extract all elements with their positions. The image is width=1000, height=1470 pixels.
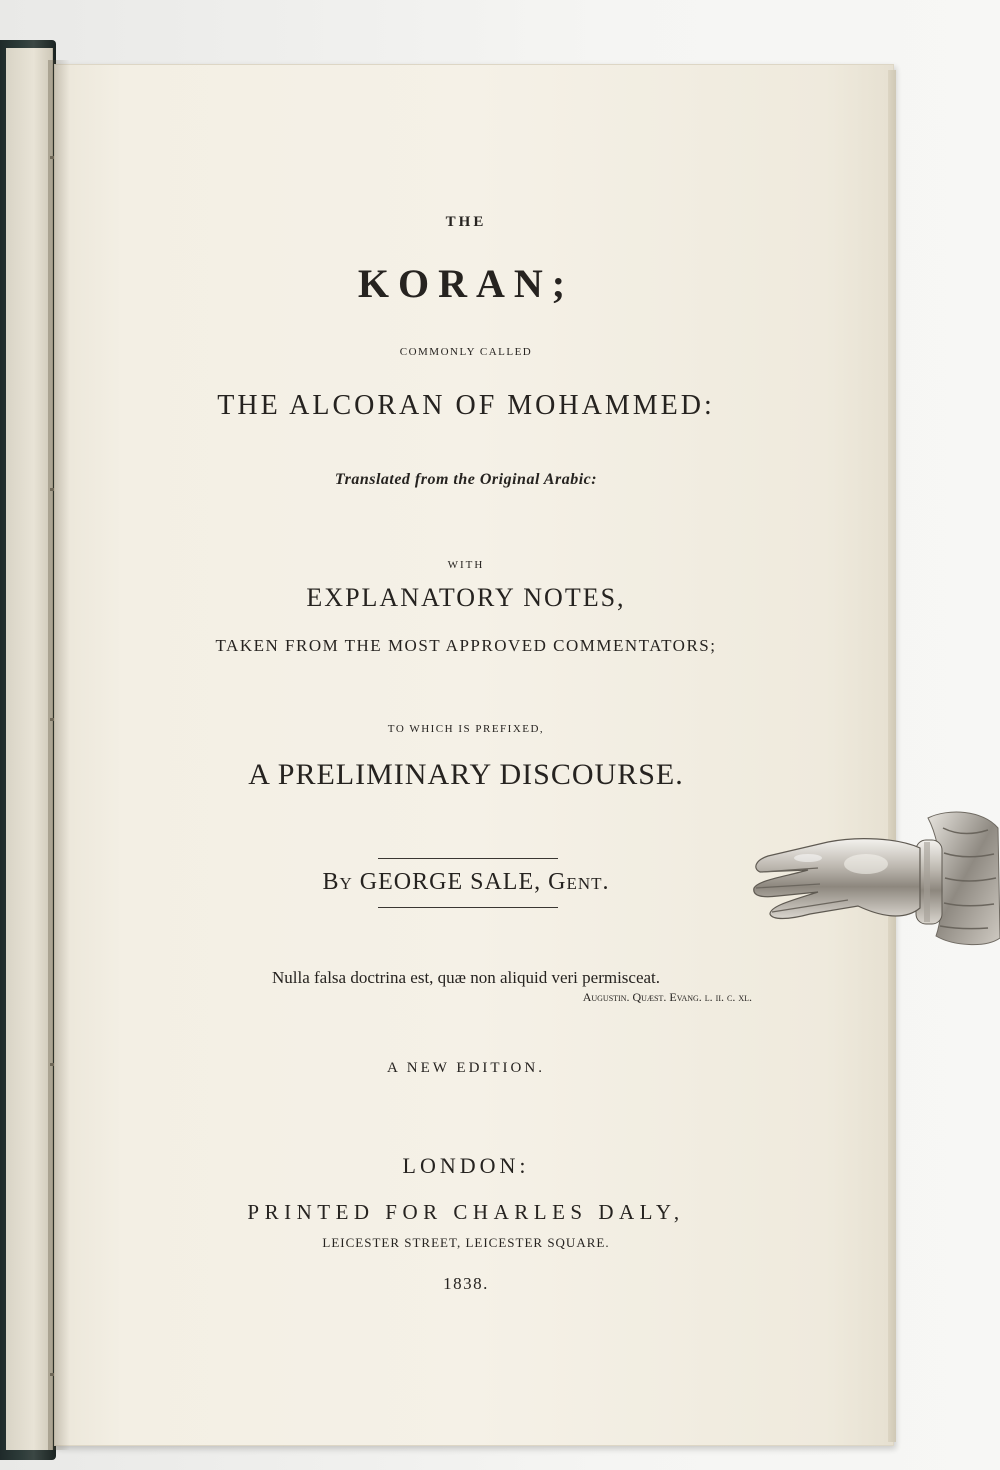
with-label: WITH <box>447 559 485 571</box>
printer-line: PRINTED FOR CHARLES DALY, <box>247 1200 685 1224</box>
address-line: LEICESTER STREET, LEICESTER SQUARE. <box>322 1235 610 1250</box>
translated-line: Translated from the Original Arabic: <box>334 471 598 488</box>
epigraph: Nulla falsa doctrina est, quæ non aliquid veri permisceat. <box>271 968 661 987</box>
year-line: 1838. <box>443 1274 489 1293</box>
place-london: LONDON: <box>402 1153 530 1178</box>
preliminary-discourse: A PRELIMINARY DISCOURSE. <box>248 758 684 791</box>
title-the: THE <box>445 214 487 230</box>
title-alcoran: THE ALCORAN OF MOHAMMED: <box>217 390 715 421</box>
epigraph-source: Augustin. Quæst. Evang. l. ii. c. xl. <box>582 990 752 1004</box>
author-line: By GEORGE SALE, Gent. <box>322 869 610 895</box>
title-koran: KORAN; <box>357 261 575 306</box>
to-which-prefixed: TO WHICH IS PREFIXED, <box>387 723 545 735</box>
divider-top <box>378 858 558 859</box>
explanatory-notes: EXPLANATORY NOTES, <box>306 583 626 612</box>
new-edition: A NEW EDITION. <box>387 1060 545 1076</box>
divider-bottom <box>378 907 558 908</box>
taken-from: TAKEN FROM THE MOST APPROVED COMMENTATORS; <box>215 636 717 655</box>
silver-hand-bookmark-icon <box>748 808 1000 948</box>
commonly-called: COMMONLY CALLED <box>399 346 533 358</box>
